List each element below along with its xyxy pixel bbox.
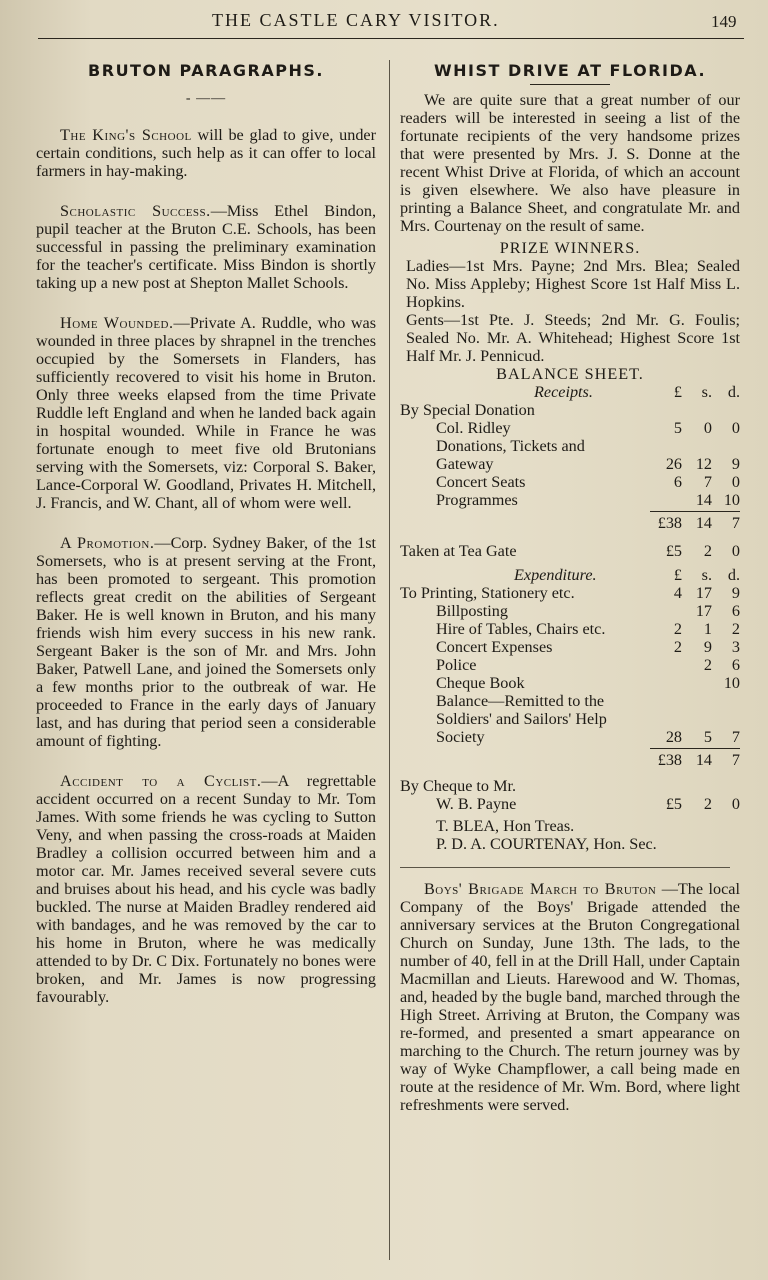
receipts-total-rule (650, 511, 740, 512)
receipt-pounds: 6 (673, 473, 682, 491)
secretary-signature: P. D. A. COURTENAY, Hon. Sec. (436, 835, 657, 853)
boys-brigade-text: —The local Company of the Boys' Brigade attended the anniversary services at the Bruton Congregational Church on Sunday, June 13th. The lads, to the number of 40, fell in at the Drill Hall, under Captain Macmillan and Lieuts. Harewood and W. Thomas, and, headed by the bugle band, marched through the High Street. Arriving at Bruton, the Company was re-formed, and presented a smart appearance on marching to the Church. The return journey was by way of Wyke Champflower, a call being made en route at the residence of Mr. Wm. Bord, where light refreshments were served. (400, 880, 740, 1114)
expense-shillings: 17 (695, 584, 712, 602)
bruton-heading: BRUTON PARAGRAPHS. (88, 61, 324, 80)
shillings-head: s. (701, 383, 712, 401)
receipts-total-shillings: 14 (695, 514, 712, 532)
expense-row (400, 602, 740, 620)
receipt-label: Programmes (436, 491, 518, 509)
receipt-shillings: 12 (695, 455, 712, 473)
accident-text: —A regrettable accident occurred on a recent Sunday to Mr. Tom James. With some friends he was cycling to Sutton Veny, and when passing the cross-roads at Maiden Bradley a collision occurred between him and a motor car. Mr. James received several severe cuts and bruises about his head, and his cycle was badly buckled. The nurse at Maiden Bradley rendered aid with bandages, and he was removed by the car to his home in Bruton, where he was medically attended to by Dr. C Dix. Fortunately no bones were broken, and Mr. James is now progressing favourably. (36, 772, 377, 1006)
expense-label: Billposting (436, 602, 508, 620)
expense-pounds (652, 656, 682, 674)
right-column (400, 62, 740, 1114)
page-number: 149 (711, 12, 737, 31)
cheque-shillings: 2 (703, 795, 712, 813)
prize-gents: Gents—1st Pte. J. Steeds; 2nd Mr. G. Foulis; Sealed No. Mr. A. Whitehead; Highest Score 1st Half Mr. J. Pennicud. (406, 311, 740, 365)
promotion-text: —Corp. Sydney Baker, of the 1st Somersets, who is at present serving at the Front, has been promoted to sergeant. This promotion reflects great credit on the abilities of Sergeant Baker. He is well known in Bruton, and his many friends wish him every success in his new rank. Sergeant Baker is the son of Mr. and Mrs. John Baker, Patwell Lane, and joined the Somersets only a few months prior to the outbreak of war. He proceeded to France in the early days of January last, and has during that period seen a considerable amount of fighting. (36, 534, 376, 750)
receipt-label: Col. Ridley (436, 419, 511, 437)
receipt-row (400, 491, 740, 509)
header-rule (38, 38, 744, 39)
expenditure-total-shillings: 14 (695, 751, 712, 769)
receipts-label: Receipts. (534, 383, 593, 401)
column-divider (389, 60, 390, 1260)
expenditure-label: Expenditure. (514, 566, 597, 584)
expense-label: Cheque Book (436, 674, 525, 692)
expense-row (400, 692, 740, 746)
expenditure-header-row (400, 566, 740, 584)
receipt-row (400, 419, 740, 437)
expense-pence: 7 (731, 728, 740, 746)
promotion-lead: A Promotion. (60, 534, 155, 552)
cheque-line-1: By Cheque to Mr. (400, 777, 517, 795)
receipt-row (400, 473, 740, 491)
receipt-shillings: 0 (703, 419, 712, 437)
expense-pence: 10 (723, 674, 740, 692)
receipt-pounds: 26 (665, 455, 682, 473)
expense-label: Police (436, 656, 477, 674)
pounds-head: £ (673, 383, 682, 401)
cheque-pounds: £5 (665, 795, 682, 813)
receipt-shillings: 7 (703, 473, 712, 491)
expenditure-total-pounds: £38 (657, 751, 682, 769)
cheque-pence: 0 (731, 795, 740, 813)
expense-pounds (652, 602, 682, 620)
expense-shillings: 1 (703, 620, 712, 638)
receipt-pence: 0 (731, 473, 740, 491)
receipt-pence: 0 (731, 419, 740, 437)
home-wounded-lead: Home Wounded. (60, 314, 174, 332)
expenditure-total-rule (650, 748, 740, 749)
expense-pence: 6 (731, 602, 740, 620)
home-wounded-paragraph (36, 314, 376, 512)
heading-ornament: - —— (185, 91, 227, 106)
cheque-row (400, 777, 740, 813)
prize-ladies: Ladies—1st Mrs. Payne; 2nd Mrs. Blea; Sealed No. Miss Appleby; Highest Score 1st Half Miss L. Hopkins. (406, 257, 740, 311)
home-wounded-text: —Private A. Ruddle, who was wounded in three places by shrapnel in the trenches occupied by the Somersets in Flanders, has sufficiently recovered to visit his home in Bruton. Only three weeks elapsed from the time Private Ruddle left England and when he landed back again in hospital wounded. While in France he was fortunate enough to meet five old Brutonians serving with the Somersets, viz: Corporal S. Baker, Lance-Corporal W. Goodland, Privates H. Mitchell, J. Francis, and W. Chant, all of whom were well. (36, 314, 377, 512)
expense-label: Hire of Tables, Chairs etc. (436, 620, 606, 638)
cheque-line-2: W. B. Payne (436, 795, 517, 813)
kings-school-paragraph (36, 126, 376, 180)
tea-gate-pence: 0 (731, 542, 740, 560)
expense-pounds: 28 (665, 728, 682, 746)
expense-pence: 6 (731, 656, 740, 674)
section-rule (400, 867, 730, 868)
expense-pounds: 2 (673, 638, 682, 656)
expense-shillings: 9 (703, 638, 712, 656)
receipt-label: Concert Seats (436, 473, 526, 491)
tea-gate-label: Taken at Tea Gate (400, 542, 517, 560)
receipt-label: Donations, Tickets and Gateway (436, 437, 585, 473)
receipts-total-pounds: £38 (657, 514, 682, 532)
pence-head: d. (727, 566, 740, 584)
receipt-shillings: 14 (695, 491, 712, 509)
boys-brigade-lead: Boys' Brigade March to Bruton (424, 880, 657, 898)
running-title: THE CASTLE CARY VISITOR. (212, 10, 500, 30)
prize-winners-title: PRIZE WINNERS. (499, 239, 641, 257)
balance-sheet-title: BALANCE SHEET. (496, 365, 644, 383)
receipts-header-row (400, 383, 740, 401)
receipt-pounds: 5 (673, 419, 682, 437)
whist-heading: WHIST DRIVE AT FLORIDA. (433, 61, 707, 80)
boys-brigade-paragraph (400, 880, 740, 1114)
whist-heading-rule (530, 84, 610, 85)
receipts-total-pence: 7 (731, 514, 740, 532)
running-head (0, 10, 768, 34)
receipt-pounds (652, 491, 682, 509)
tea-gate-shillings: 2 (703, 542, 712, 560)
shillings-head: s. (701, 566, 712, 584)
expenditure-total-pence: 7 (731, 751, 740, 769)
scholastic-text: —Miss Ethel Bindon, pupil teacher at the Bruton C.E. Schools, has been successful in passing the preliminary examination for the teacher's certificate. Miss Bindon is shortly taking up a new post at Shepton Mallet Schools. (36, 202, 376, 292)
expense-label: Balance—Remitted to the Soldiers' and Sailors' Help Society (436, 692, 607, 746)
pence-head: d. (727, 383, 740, 401)
accident-lead: Accident to a Cyclist. (60, 772, 262, 790)
receipts-total-row (400, 514, 740, 532)
expense-pounds (652, 674, 682, 692)
expense-row (400, 620, 740, 638)
treasurer-signature: T. BLEA, Hon Treas. (436, 817, 575, 835)
expense-pounds: 4 (673, 584, 682, 602)
expense-row (400, 584, 740, 602)
cheque-label (400, 777, 644, 813)
receipt-pence: 10 (723, 491, 740, 509)
by-special-donation: By Special Donation (400, 401, 535, 419)
expense-shillings: 2 (703, 656, 712, 674)
tea-gate-pounds: £5 (665, 542, 682, 560)
expense-label: To Printing, Stationery etc. (400, 584, 575, 602)
kings-school-lead: The King's School (60, 126, 192, 144)
expense-shillings: 5 (703, 728, 712, 746)
expense-row (400, 656, 740, 674)
expense-shillings: 17 (695, 602, 712, 620)
expense-pence: 2 (731, 620, 740, 638)
scholastic-paragraph (36, 202, 376, 292)
expense-label: Concert Expenses (436, 638, 553, 656)
expense-pounds: 2 (673, 620, 682, 638)
receipt-row (400, 437, 740, 473)
promotion-paragraph (36, 534, 376, 750)
left-column (36, 62, 376, 1006)
expense-pence: 9 (731, 584, 740, 602)
expense-shillings (682, 674, 712, 692)
expense-row (400, 638, 740, 656)
accident-paragraph (36, 772, 376, 1006)
pounds-head: £ (673, 566, 682, 584)
kings-school-text: will be glad to give, under certain conditions, such help as it can offer to local farmers in hay-making. (36, 126, 377, 180)
expenditure-total-row (400, 751, 740, 769)
expense-row (400, 674, 740, 692)
tea-gate-row (400, 542, 740, 560)
scholastic-lead: Scholastic Success. (60, 202, 211, 220)
receipt-pence: 9 (731, 455, 740, 473)
whist-intro: We are quite sure that a great number of our readers will be interested in seeing a list of the fortunate recipients of the very handsome prizes that were presented by Mrs. J. S. Donne at the recent Whist Drive at Florida, of which an account is given elsewhere. We also have pleasure in printing a Balance Sheet, and congratulate Mr. and Mrs. Courtenay on the result of same. (400, 91, 740, 235)
expense-pence: 3 (731, 638, 740, 656)
